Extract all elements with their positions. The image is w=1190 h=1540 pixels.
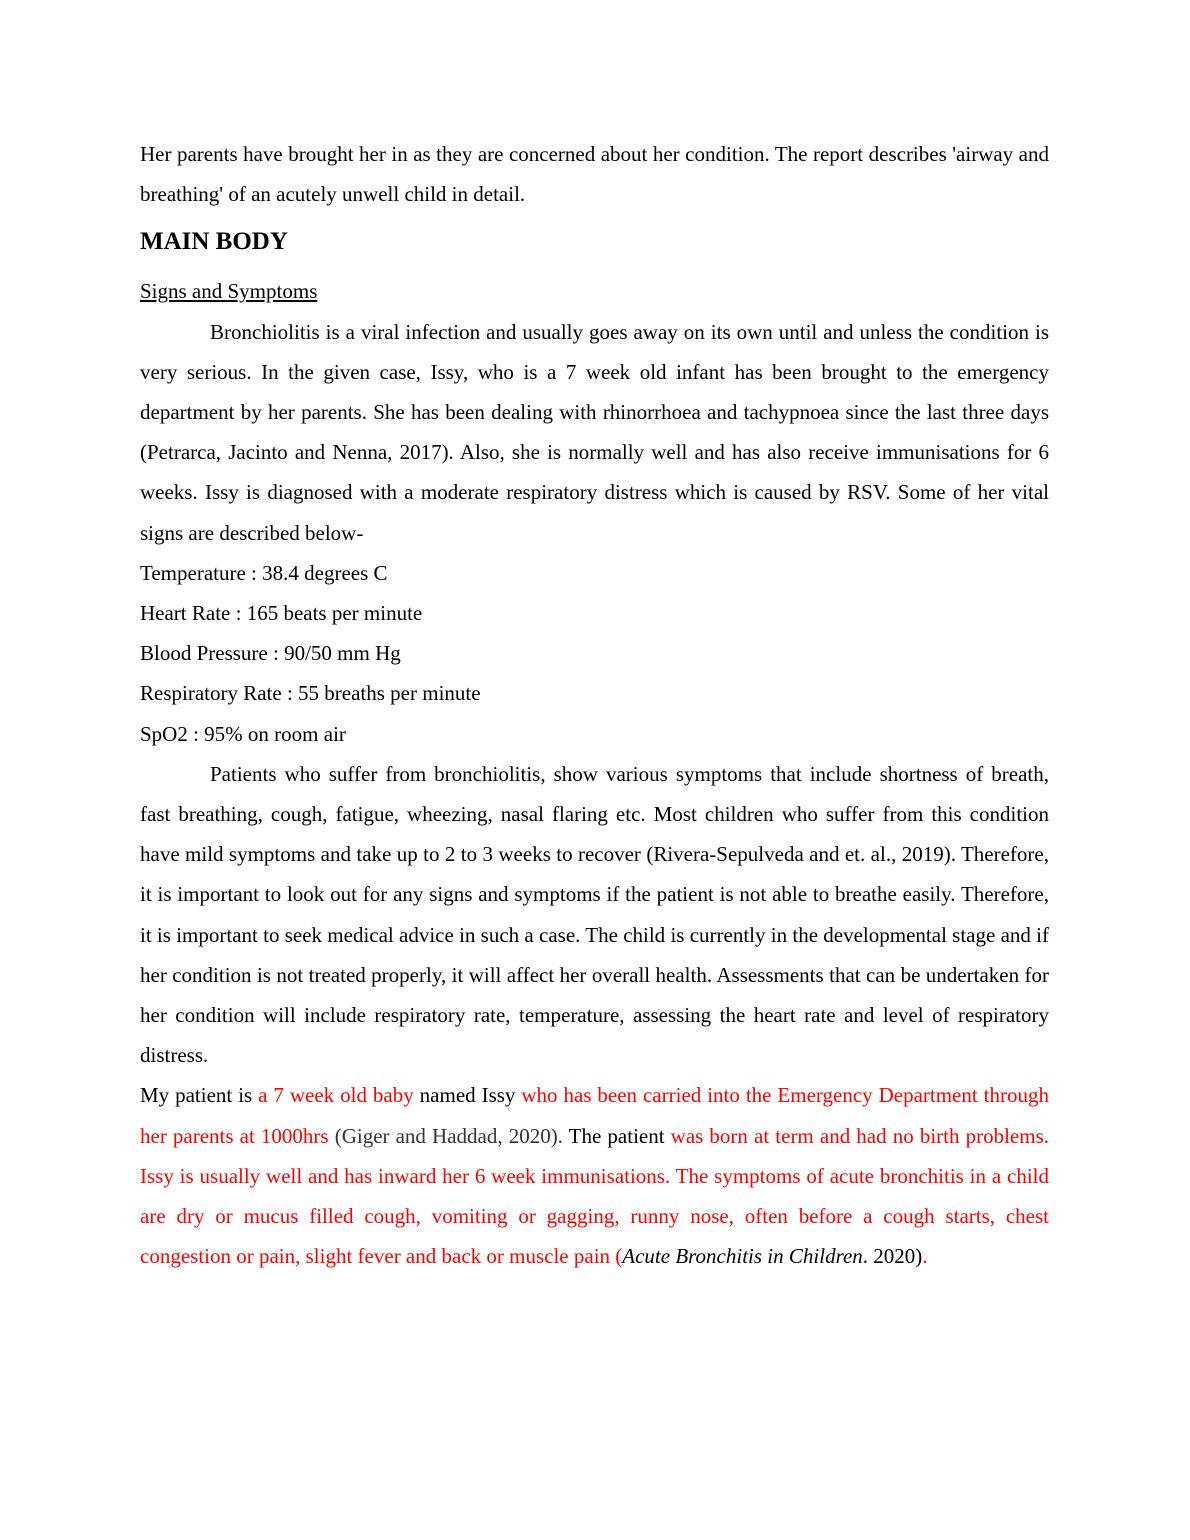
vital-respiratory-rate: Respiratory Rate : 55 breaths per minute xyxy=(140,681,481,706)
vital-signs-list xyxy=(140,553,1049,754)
document-page xyxy=(140,134,1049,1276)
patient-text: My patient is xyxy=(140,1083,259,1108)
bronchiolitis-paragraph: Bronchiolitis is a viral infection and usually goes away on its own until and unless the condition is very serious. In the given case, Issy, who is a 7 week old infant has been brought to the emergency department by her parents. She has been dealing with rhinorrhoea and tachypnoea since the last three days (Petrarca, Jacinto and Nenna, 2017). Also, she is normally well and has also receive immunisations for 6 weeks. Issy is diagnosed with a moderate respiratory distress which is caused by RSV. Some of her vital signs are described below- xyxy=(140,319,1049,545)
patient-age-highlight: a 7 week old baby xyxy=(258,1083,414,1108)
patient-arrival-highlight: who has been carried into the Emergency Department through her parents at 1000hrs xyxy=(140,1083,1049,1148)
vital-blood-pressure: Blood Pressure : 90/50 mm Hg xyxy=(140,641,401,666)
citation-title: Acute Bronchitis in Children xyxy=(622,1244,863,1269)
patient-text-2: The patient xyxy=(562,1123,671,1148)
patient-paragraph xyxy=(140,1075,1049,1276)
citation-year: . 2020) xyxy=(862,1244,923,1269)
subsection-heading: Signs and Symptoms xyxy=(140,279,318,304)
vital-spo2: SpO2 : 95% on room air xyxy=(140,721,346,746)
patient-name-text: named Issy xyxy=(413,1083,522,1108)
symptoms-paragraph: Patients who suffer from bronchiolitis, show various symptoms that include shortness of breath, fast breathing, cough, fatigue, wheezing, nasal flaring etc. Most children who suffer from this condition have mild symptoms and take up to 2 to 3 weeks to recover (Rivera-Sepulveda and et. al., 2019). Therefore, it is important to look out for any signs and symptoms if the patient is not able to breathe easily. Therefore, it is important to seek medical advice in such a case. The child is currently in the developmental stage and if her condition is not treated properly, it will affect her overall health. Assessments that can be undertaken for her condition will include respiratory rate, temperature, assessing the heart rate and level of respiratory distress. xyxy=(140,761,1049,1068)
vital-heart-rate: Heart Rate : 165 beats per minute xyxy=(140,601,423,626)
patient-history-highlight: was born at term and had no birth problems. Issy is usually well and has inward her 6 week immunisations. The symptoms of acute bronchitis in a child are dry or mucus filled cough, vomiting or gagging, runny nose, often before a cough starts, chest congestion or pain, slight fever and back or muscle pain ( xyxy=(140,1123,1049,1269)
intro-paragraph: Her parents have brought her in as they are concerned about her condition. The report describes 'airway and breathing' of an acutely unwell child in detail. xyxy=(140,142,1049,207)
vital-temperature: Temperature : 38.4 degrees C xyxy=(140,560,388,585)
closing-period: . xyxy=(922,1244,928,1269)
citation-giger: (Giger and Haddad, 2020). xyxy=(328,1123,563,1148)
section-heading: MAIN BODY xyxy=(140,228,288,256)
